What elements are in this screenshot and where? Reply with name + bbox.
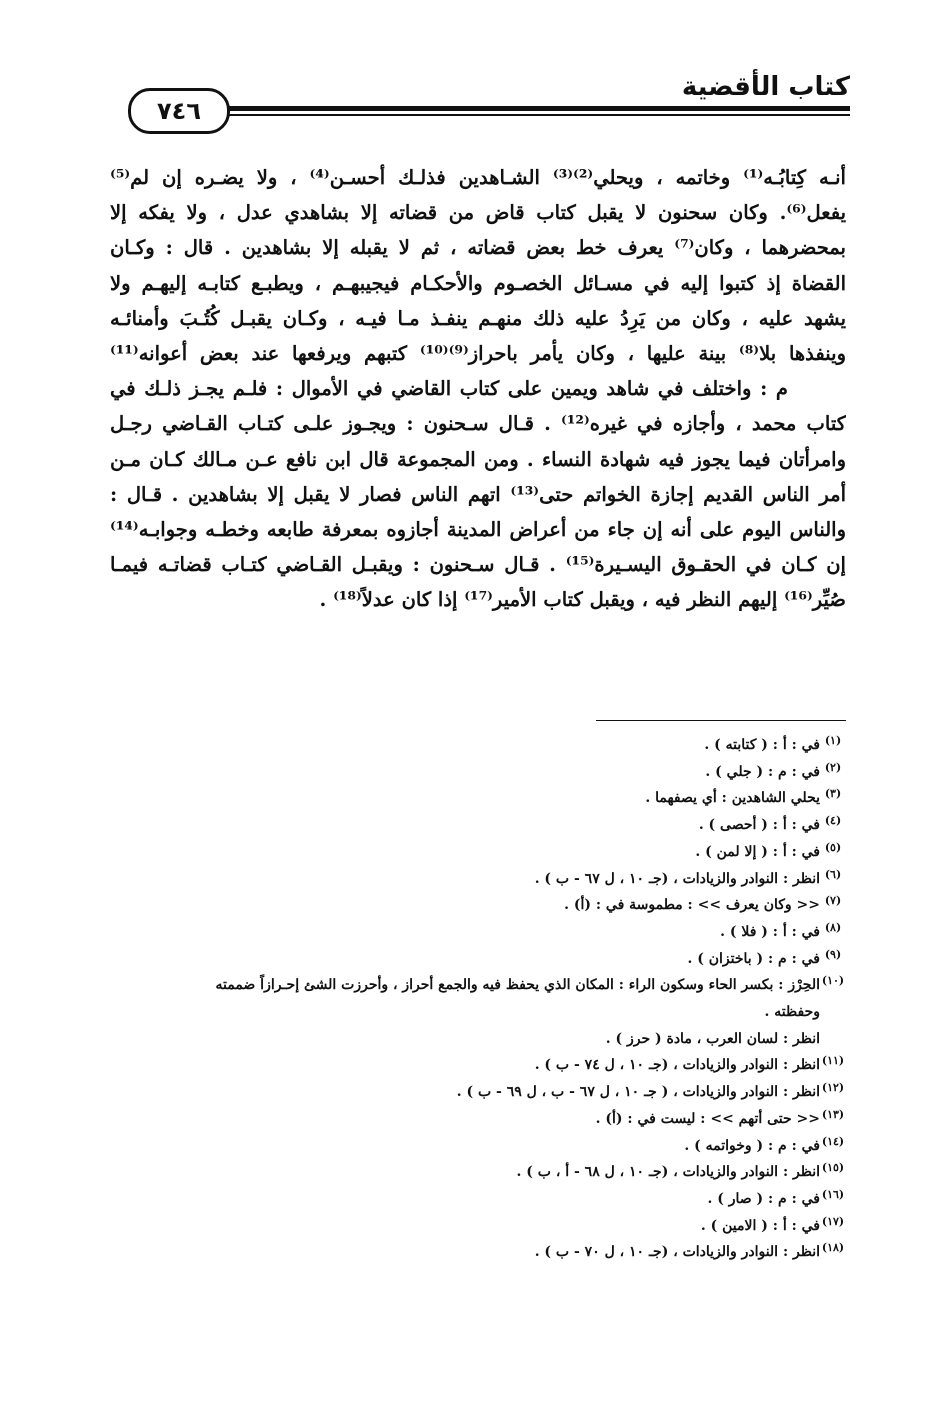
footnote-item — [110, 759, 846, 786]
footnote-text: انظر : النوادر والزيادات ، (جـ ١٠ ، ل ٧٤ - ب ) . — [534, 1057, 820, 1074]
footnote-item — [110, 1186, 846, 1213]
footnotes — [110, 732, 846, 1266]
page-header — [110, 66, 850, 128]
footnote-number: (٣) — [824, 787, 842, 801]
footnote-item — [110, 946, 846, 973]
footnote-number: (١) — [824, 734, 842, 747]
text-line: م : واختلف في شاهد ويمين على كتاب القاضي في الأموال : فلـم يجـز ذلـك في — [110, 377, 788, 401]
footnote-text: في : م : ( وخواتمه ) . — [684, 1137, 820, 1154]
footnote-text: في : أ : ( إلا لمن ) . — [695, 843, 820, 860]
footnote-number: (١٥) — [821, 1161, 845, 1175]
footnote-number: (٦) — [824, 867, 842, 881]
footnote-number: (١١) — [821, 1054, 845, 1068]
text-line: وينفذها بلا⁽⁸⁾ بينة عليها ، وكان يأمر باحراز⁽⁹⁾⁽¹⁰⁾ كتبهم ويرفعها عند بعض أعوانه⁽¹¹⁾ — [110, 341, 846, 365]
page-number: ٧٤٦ — [157, 97, 201, 125]
footnote-number: (١٨) — [821, 1241, 845, 1255]
footnote-number: (١٢) — [821, 1081, 845, 1095]
footnote-text: الحِرْز : بكسر الحاء وسكون الراء : المكان الذي يحفظ فيه والجمع أحراز ، وأحرزت الشئ إحـرازاً ضممته — [215, 977, 820, 994]
footnote-text: يحلي الشاهدين : أي يصفهما . — [645, 790, 820, 807]
footnote-text: في : م : ( باختزان ) . — [687, 950, 820, 967]
footnote-item — [110, 839, 846, 866]
footnote-number: (٥) — [824, 840, 842, 854]
footnote-number: (٨) — [824, 920, 842, 934]
footnote-text: في : م : ( جلي ) . — [705, 763, 820, 780]
footnote-number: (١٤) — [821, 1134, 845, 1148]
footnote-item — [110, 1133, 846, 1160]
book-title: كتاب الأقضية — [681, 72, 850, 102]
footnote-item — [110, 1079, 846, 1106]
footnote-separator — [596, 720, 846, 721]
footnote-text: انظر : النوادر والزيادات ، (جـ ١٠ ، ل ٧٠ - ب ) . — [534, 1244, 820, 1261]
text-line: كتاب محمد ، وأجازه في غيره⁽¹²⁾ . قـال سـحنون : ويجـوز علـى كتـاب القـاضي رجـل — [110, 412, 846, 436]
footnote-item — [110, 866, 846, 893]
footnote-text: << حتى أتهم >> : ليست في : (أ) . — [595, 1110, 820, 1127]
footnote-item — [110, 892, 846, 919]
page-number-frame — [128, 88, 230, 134]
footnote-text: في : أ : ( فلا ) . — [720, 923, 820, 940]
footnote-number: (٤) — [824, 814, 842, 828]
footnote-text: انظر : النوادر والزيادات ، ( جـ ١٠ ، ل ٦٧ - ب ، ل ٦٩ - ب ) . — [456, 1084, 820, 1101]
main-text — [110, 160, 846, 617]
footnote-item — [110, 1106, 846, 1133]
footnote-text: في : أ : ( كتابته ) . — [704, 737, 820, 753]
footnote-number: (٢) — [824, 760, 842, 774]
footnote-item — [110, 1159, 846, 1186]
footnote-item — [110, 732, 846, 759]
text-line: وامرأتان فيما يجوز فيه شهادة النساء . ومن المجموعة قال ابن نافع عـن مـالك كـان مـن — [110, 447, 846, 471]
footnote-item — [110, 785, 846, 812]
footnote-text: << وكان يعرف >> : مطموسة في : (أ) . — [564, 897, 820, 914]
text-line: والناس اليوم على أنه إن جاء من أعراض المدينة أجازوه بمعرفة طابعه وخطـه وجوابـه⁽¹⁴⁾ — [110, 517, 846, 541]
footnote-number: (١٠) — [821, 974, 845, 988]
footnote-text: في : أ : ( أحصى ) . — [698, 817, 820, 834]
text-line: القضاة إذ كتبوا إليه في مسـائل الخصـوم والأحكـام فيجيبهـم ، ويطبـع كتابـه إليهـم ولا — [110, 271, 846, 295]
text-line: أنـه كِتابُـه⁽¹⁾ وخاتمه ، ويحلي⁽²⁾⁽³⁾ الشـاهدين فذلـك أحسـن⁽⁴⁾ ، ولا يضـره إن لم⁽⁵⁾ — [110, 166, 846, 189]
footnote-item — [110, 1213, 846, 1240]
header-rule-thin — [218, 114, 850, 116]
footnote-item — [110, 919, 846, 946]
footnote-number: (٧) — [824, 894, 842, 908]
footnote-text: انظر : النوادر والزيادات ، (جـ ١٠ ، ل ٦٧ - ب ) . — [534, 870, 820, 887]
footnote-continuation: انظر : لسان العرب ، مادة ( حرز ) . — [605, 1030, 820, 1047]
footnote-number: (١٦) — [821, 1187, 845, 1201]
footnote-item — [110, 1052, 846, 1079]
footnote-item — [110, 812, 846, 839]
header-rule-thick — [218, 106, 850, 111]
footnote-continuation: وحفظته . — [764, 1004, 820, 1021]
footnote-text: في : م : ( صار ) . — [707, 1190, 820, 1207]
footnote-number: (١٣) — [821, 1107, 845, 1121]
footnote-item — [110, 1239, 846, 1266]
footnote-item — [110, 972, 846, 999]
text-line: بمحضرهما ، وكان⁽⁷⁾ يعرف خط بعض قضاته ، ثم لا يقبله إلا بشاهدين . قال : وكـان — [110, 236, 846, 260]
footnote-text: انظر : النوادر والزيادات ، (جـ ١٠ ، ل ٦٨ - أ ، ب ) . — [516, 1164, 820, 1181]
text-line: إن كـان في الحقـوق اليسـيرة⁽¹⁵⁾ . قـال سـحنون : ويقبـل القـاضي كتـاب قضاتـه فيمـا — [110, 553, 846, 577]
text-line: يفعل⁽⁶⁾. وكان سحنون لا يقبل كتاب قاض من قضاته إلا بشاهدي عدل ، ولا يفكه إلا — [110, 201, 846, 225]
footnote-text: في : أ : ( الامين ) . — [700, 1217, 820, 1234]
text-line: أمر الناس القديم إجازة الخواتم حتى⁽¹³⁾ اتهم الناس فصار لا يقبل إلا بشاهدين . قـال : — [110, 482, 846, 506]
footnote-number: (٩) — [824, 947, 842, 961]
footnote-number: (١٧) — [821, 1214, 845, 1228]
text-line: يشهد عليه ، وكان من يَرِدُ عليه ذلك منهـم ينفـذ مـا فيـه ، وكـان يقبـل كُتُـبَ وأمنائـه — [110, 306, 846, 330]
text-line: صُيِّر⁽¹⁶⁾ إليهم النظر فيه ، ويقبل كتاب الأمير⁽¹⁷⁾ إذا كان عدلاً⁽¹⁸⁾ . — [319, 588, 846, 612]
